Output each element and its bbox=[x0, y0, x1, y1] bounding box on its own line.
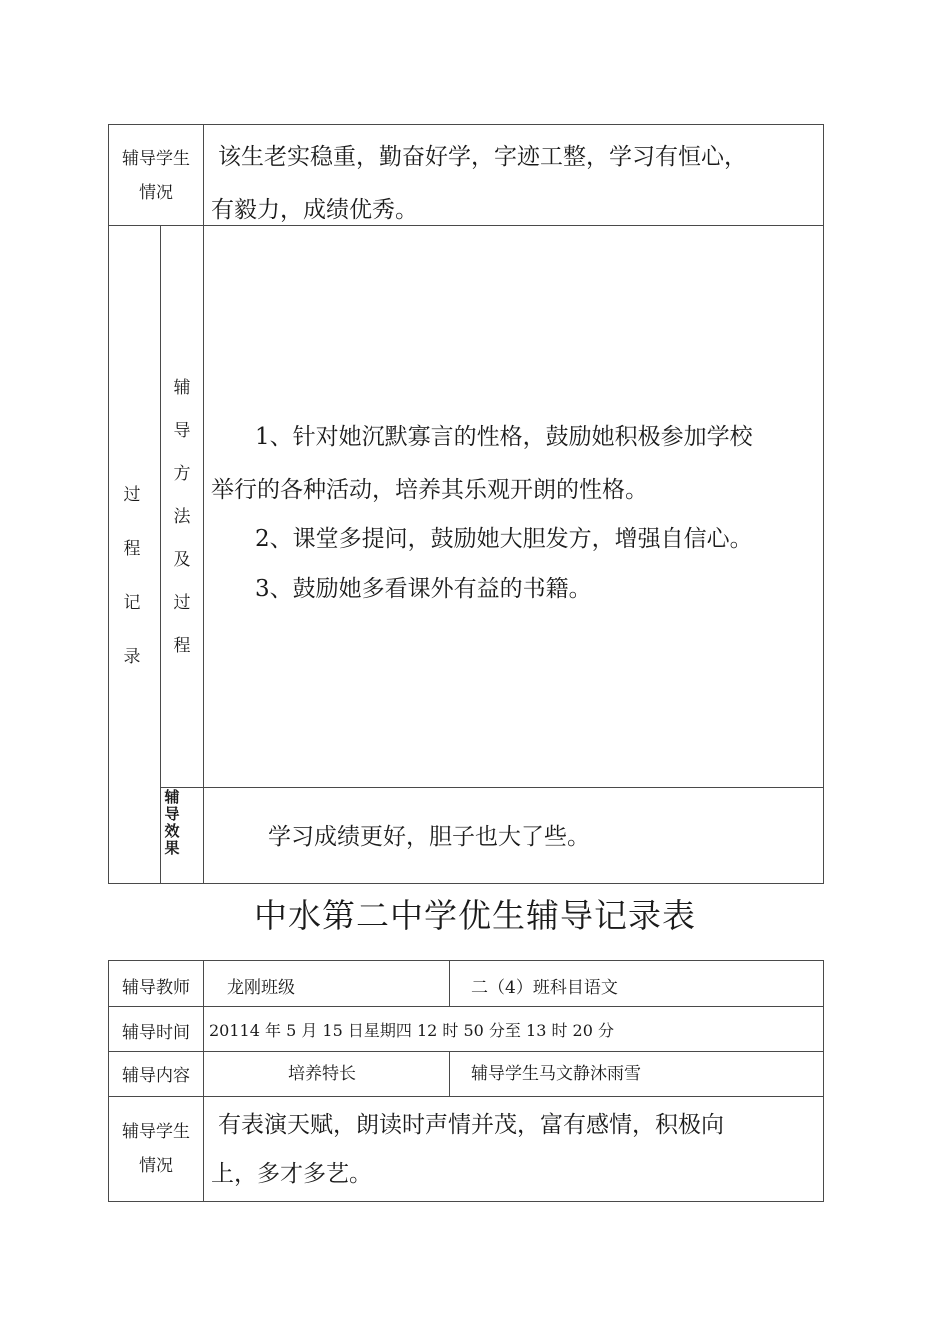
table-2-row-divider-3 bbox=[108, 1096, 824, 1097]
table-2-bottom-border bbox=[108, 1201, 824, 1202]
table-2-col-divider-row1 bbox=[449, 960, 450, 1006]
table-1-bottom-border bbox=[108, 883, 824, 884]
content-value: 培养特长 bbox=[288, 1064, 356, 1084]
student-name-value: 辅导学生马文静沐雨雪 bbox=[471, 1064, 641, 1084]
student-situation-2-line1: 有表演天赋，朗读时声情并茂，富有感情，积极向 bbox=[218, 1112, 724, 1138]
effect-label: 辅 导 效 果 bbox=[164, 788, 180, 857]
method-item-3: 3、鼓励她多看课外有益的书籍。 bbox=[255, 576, 592, 602]
table-2-row-divider-2 bbox=[108, 1051, 824, 1052]
table-2-right-border bbox=[823, 960, 824, 1202]
table-1-label-divider bbox=[203, 124, 204, 884]
table-1-right-border bbox=[823, 124, 824, 884]
student-situation-label: 辅导学生 情况 bbox=[122, 149, 190, 203]
page-title: 中水第二中学优生辅导记录表 bbox=[254, 896, 696, 935]
method-item-2: 2、课堂多提问，鼓励她大胆发方，增强自信心。 bbox=[255, 526, 753, 552]
method-item-1-line2: 举行的各种活动，培养其乐观开朗的性格。 bbox=[211, 477, 648, 503]
class-subject-value: 二（4）班科目语文 bbox=[471, 978, 618, 998]
method-item-1-line1: 1、针对她沉默寡言的性格，鼓励她积极参加学校 bbox=[255, 424, 753, 450]
table-1-top-border bbox=[108, 124, 824, 125]
table-1-effect-divider bbox=[160, 787, 824, 788]
student-situation-text-line1: 该生老实稳重，勤奋好学，字迹工整，学习有恒心， bbox=[218, 144, 747, 170]
student-situation-label-2: 辅导学生 情况 bbox=[122, 1122, 190, 1176]
student-situation-2-line2: 上，多才多艺。 bbox=[211, 1161, 372, 1187]
teacher-value: 龙刚班级 bbox=[227, 978, 295, 998]
table-2-col-divider-row3 bbox=[449, 1051, 450, 1096]
time-label: 辅导时间 bbox=[122, 1023, 190, 1043]
content-label: 辅导内容 bbox=[122, 1066, 190, 1086]
table-2-top-border bbox=[108, 960, 824, 961]
effect-text: 学习成绩更好，胆子也大了些。 bbox=[268, 824, 590, 850]
table-1-sub-divider bbox=[160, 225, 161, 884]
table-2-row-divider-1 bbox=[108, 1006, 824, 1007]
time-value: 20114 年 5 月 15 日星期四 12 时 50 分至 13 时 20 分 bbox=[209, 1021, 614, 1040]
process-record-label: 过 程 记 录 bbox=[123, 485, 141, 667]
table-2-label-divider bbox=[203, 960, 204, 1202]
teacher-label: 辅导教师 bbox=[122, 978, 190, 998]
table-1-left-border bbox=[108, 124, 109, 884]
method-process-label: 辅 导 方 法 及 过 程 bbox=[173, 378, 191, 656]
student-situation-text-line2: 有毅力，成绩优秀。 bbox=[211, 197, 418, 223]
